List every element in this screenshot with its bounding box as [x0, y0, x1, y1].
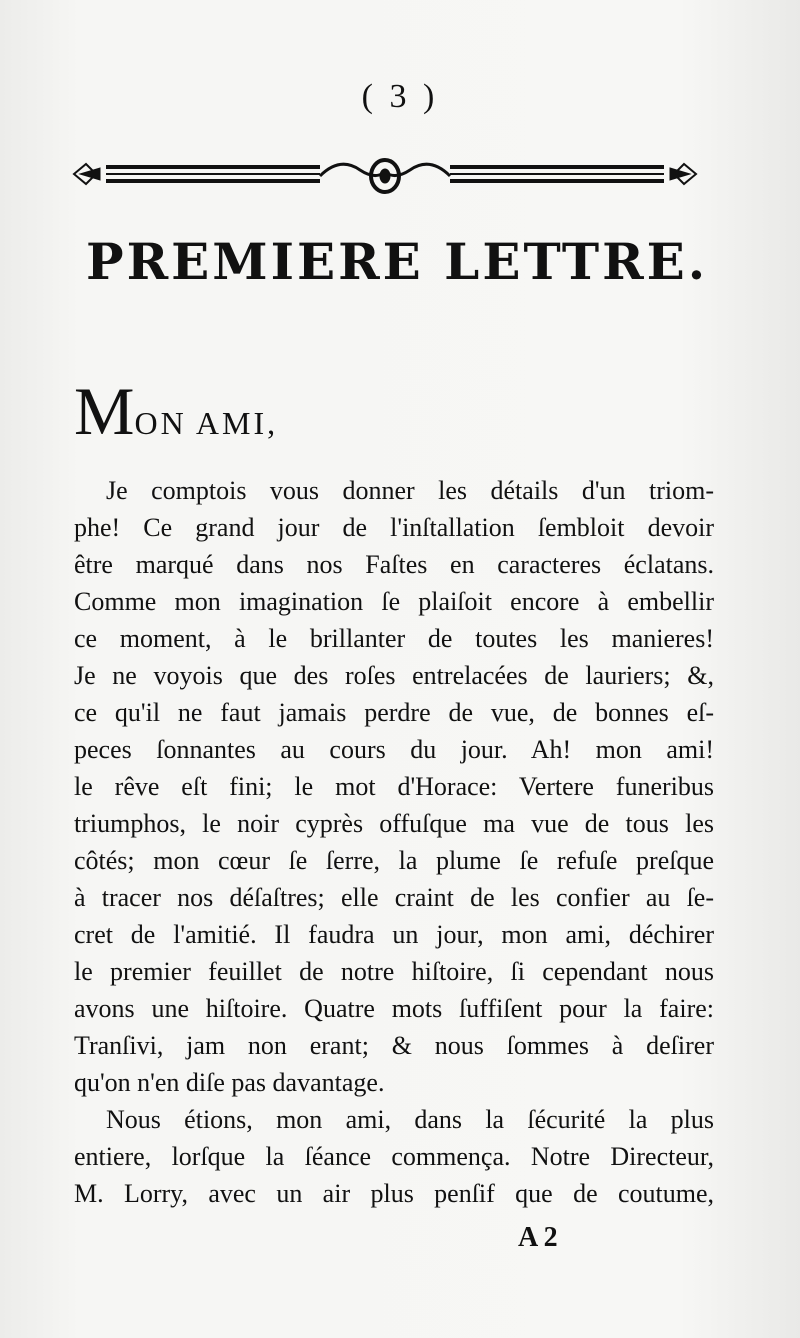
text-line: phe! Ce grand jour de l'inſtallation ſembloit devoir [74, 513, 714, 542]
text-line: Je ne voyois que des roſes entrelacées de lauriers; &, [74, 661, 714, 690]
letter-body [74, 472, 714, 1212]
text-line: à tracer nos déſaſtres; elle craint de les confier au ſe- [74, 883, 714, 912]
text-line: M. Lorry, avec un air plus penſif que de coutume, [74, 1179, 714, 1208]
salutation [74, 372, 278, 451]
text-line: Tranſivi, jam non erant; & nous ſommes à deſirer [74, 1031, 714, 1060]
text-line: qu'on n'en diſe pas davantage. [74, 1068, 385, 1097]
text-line: cret de l'amitié. Il faudra un jour, mon ami, déchirer [74, 920, 714, 949]
signature-mark: A 2 [518, 1222, 558, 1253]
salutation-text: ON AMI, [134, 405, 279, 441]
page-number: ( 3 ) [361, 78, 439, 115]
text-line: Je comptois vous donner les détails d'un triom- [106, 476, 714, 505]
paragraph-1 [74, 472, 714, 1101]
text-line: ce moment, à le brillanter de toutes les manieres! [74, 624, 714, 653]
drop-capital: M [74, 373, 135, 449]
text-line: côtés; mon cœur ſe ſerre, la plume ſe refuſe preſque [74, 846, 714, 875]
text-line: Nous étions, mon ami, dans la ſécurité la plus [106, 1105, 714, 1134]
text-line: ce qu'il ne faut jamais perdre de vue, de bonnes eſ- [74, 698, 714, 727]
text-line: être marqué dans nos Faſtes en caracteres éclatans. [74, 550, 714, 579]
paragraph-2 [74, 1101, 714, 1212]
text-line: le rêve eſt fini; le mot d'Horace: Vertere funeribus [74, 772, 714, 801]
text-line: triumphos, le noir cyprès offuſque ma vue de tous les [74, 809, 714, 838]
letter-title: PREMIERE LETTRE. [86, 232, 709, 291]
text-line: le premier feuillet de notre hiſtoire, ſi cependant nous [74, 957, 714, 986]
text-line: entiere, lorſque la ſéance commença. Notre Directeur, [74, 1142, 714, 1171]
decorative-header-ornament [70, 150, 700, 198]
text-line: avons une hiſtoire. Quatre mots ſuffiſent pour la faire: [74, 994, 714, 1023]
text-line: Comme mon imagination ſe plaiſoit encore à embellir [74, 587, 714, 616]
text-line: peces ſonnantes au cours du jour. Ah! mon ami! [74, 735, 714, 764]
